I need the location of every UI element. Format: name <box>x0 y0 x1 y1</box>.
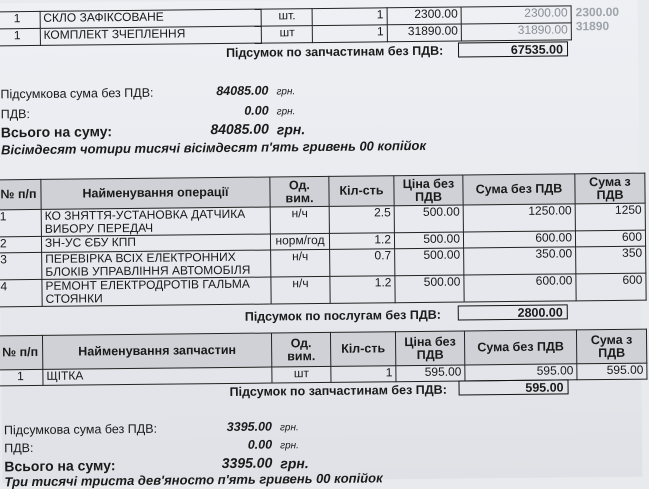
total-value: 3395.00 <box>221 454 273 472</box>
service-sum-vat: 1250 <box>575 203 645 231</box>
service-qty: 1.2 <box>329 233 394 250</box>
service-name: РЕМОНТ ЕЛЕКТРОДРОТІВ ГАЛЬМА СТОЯНКИ <box>42 277 271 306</box>
vat-label: ПДВ: <box>4 441 34 456</box>
stamp-overlay <box>576 5 638 34</box>
col-header-name: Найменування запчастин <box>42 333 271 369</box>
parts-bottom-subtotal-value: 595.00 <box>458 379 568 395</box>
col-header-qty: Кіл-сть <box>329 176 394 207</box>
part-price: 2300.00 <box>387 7 461 25</box>
service-unit: норм/год <box>270 233 329 250</box>
currency-label: грн. <box>276 106 296 118</box>
stamp-text: 31890 <box>575 18 610 34</box>
total-currency: грн. <box>276 121 306 138</box>
parts-top-table <box>0 5 572 46</box>
service-unit: н/ч <box>271 276 330 304</box>
col-header-price: Ціна без ПДВ <box>394 175 463 206</box>
sum-no-vat-value: 84085.00 <box>216 83 269 99</box>
parts-top-subtotal-label: Підсумок по запчастинам без ПДВ: <box>225 43 444 60</box>
col-header-no: № п/п <box>0 335 43 369</box>
part-name: ЩІТКА <box>43 367 272 385</box>
service-name: ПЕРЕВІРКА ВСІХ ЕЛЕКТРОННИХ БЛОКІВ УПРАВЛІННЯ АВТОМОБІЛЯ <box>42 250 271 279</box>
col-header-name: Найменування операції <box>41 177 270 209</box>
part-unit: шт. <box>261 9 312 27</box>
service-price: 500.00 <box>394 205 463 233</box>
col-header-sum-no-vat: Сума без ПДВ <box>464 330 576 365</box>
part-price: 595.00 <box>396 365 465 382</box>
part-unit: шт <box>262 26 313 44</box>
part-sum-no-vat: 31890.00 <box>461 23 571 41</box>
service-unit: н/ч <box>270 206 329 234</box>
amount-in-words: Вісімдесят чотири тисячі вісімдесят п'ять гривень 00 копійок <box>0 137 427 158</box>
parts-bottom-subtotal-label: Підсумок по запчастинам без ПДВ: <box>229 382 447 399</box>
total-currency: грн. <box>280 455 309 472</box>
part-qty: 1 <box>313 25 388 43</box>
parts-bottom-table <box>0 329 647 387</box>
service-price: 500.00 <box>395 275 464 303</box>
col-header-price: Ціна без ПДВ <box>395 331 464 366</box>
currency-label: грн. <box>280 440 299 452</box>
amount-in-words: Три тисячі триста дев'яносто п'ять гривень 00 копійок <box>4 470 383 489</box>
currency-label: грн. <box>276 86 296 98</box>
row-number: 2 <box>0 236 42 252</box>
stamp-text: 2300.00 <box>575 4 620 20</box>
service-name: КО ЗНЯТТЯ-УСТАНОВКА ДАТЧИКА ВИБОРУ ПЕРЕДАЧ <box>41 207 270 236</box>
sum-no-vat-label: Підсумкова сума без ПДВ: <box>3 421 158 438</box>
service-sum-no-vat: 1250.00 <box>463 204 575 232</box>
service-qty: 2.5 <box>329 206 394 234</box>
sum-no-vat-value: 3395.00 <box>226 419 273 434</box>
total-label: Всього на суму: <box>0 123 113 141</box>
row-number: 3 <box>0 252 42 279</box>
service-sum-vat: 350 <box>576 246 646 274</box>
service-sum-no-vat: 600.00 <box>464 274 576 302</box>
total-value: 84085.00 <box>210 120 269 138</box>
service-price: 500.00 <box>395 248 464 276</box>
col-header-sum-no-vat: Сума без ПДВ <box>463 174 575 205</box>
total-label: Всього на суму: <box>4 457 116 475</box>
col-header-no: № п/п <box>0 179 41 209</box>
col-header-unit: Од. вим. <box>271 332 330 367</box>
part-qty: 1 <box>331 366 396 383</box>
services-table <box>0 173 647 308</box>
part-sum-vat: 595.00 <box>577 363 647 380</box>
parts-top-subtotal-value: 67535.00 <box>458 41 568 57</box>
service-price: 500.00 <box>394 232 463 249</box>
service-qty: 1.2 <box>330 276 395 304</box>
part-qty: 1 <box>312 8 387 26</box>
col-header-qty: Кіл-сть <box>330 332 395 367</box>
sum-no-vat-label: Підсумкова сума без ПДВ: <box>0 85 154 102</box>
part-unit: шт <box>272 366 331 383</box>
row-number: 4 <box>0 279 42 306</box>
service-qty: 0.7 <box>330 249 395 277</box>
services-subtotal-value: 2800.00 <box>458 304 568 320</box>
part-sum-no-vat: 595.00 <box>465 364 577 381</box>
service-sum-vat: 600 <box>575 230 645 247</box>
part-name: КОМПЛЕКТ ЗЧЕПЛЕННЯ <box>40 26 262 45</box>
services-subtotal-label: Підсумок по послугам без ПДВ: <box>244 307 441 324</box>
col-header-sum-vat: Сума з ПДВ <box>576 329 646 364</box>
row-number: 1 <box>0 28 40 45</box>
row-number: 1 <box>0 209 41 236</box>
vat-value: 0.00 <box>244 103 269 118</box>
part-price: 31890.00 <box>387 24 461 42</box>
part-name: СКЛО ЗАФІКСОВАНЕ <box>40 9 262 28</box>
col-header-unit: Од. вим. <box>270 176 329 207</box>
service-name: ЗН-УС ЄБУ КПП <box>41 234 270 252</box>
service-sum-vat: 600 <box>576 273 646 301</box>
currency-label: грн. <box>279 422 299 434</box>
col-header-sum-vat: Сума з ПДВ <box>575 173 645 204</box>
row-number: 1 <box>0 11 40 28</box>
table-row <box>0 273 646 307</box>
service-unit: н/ч <box>271 249 330 277</box>
service-sum-no-vat: 600.00 <box>463 231 575 248</box>
part-sum-no-vat: 2300.00 <box>461 6 571 24</box>
vat-value: 0.00 <box>247 437 273 452</box>
service-sum-no-vat: 350.00 <box>464 247 576 275</box>
row-number: 1 <box>0 369 43 385</box>
vat-label: ПДВ: <box>0 107 31 122</box>
